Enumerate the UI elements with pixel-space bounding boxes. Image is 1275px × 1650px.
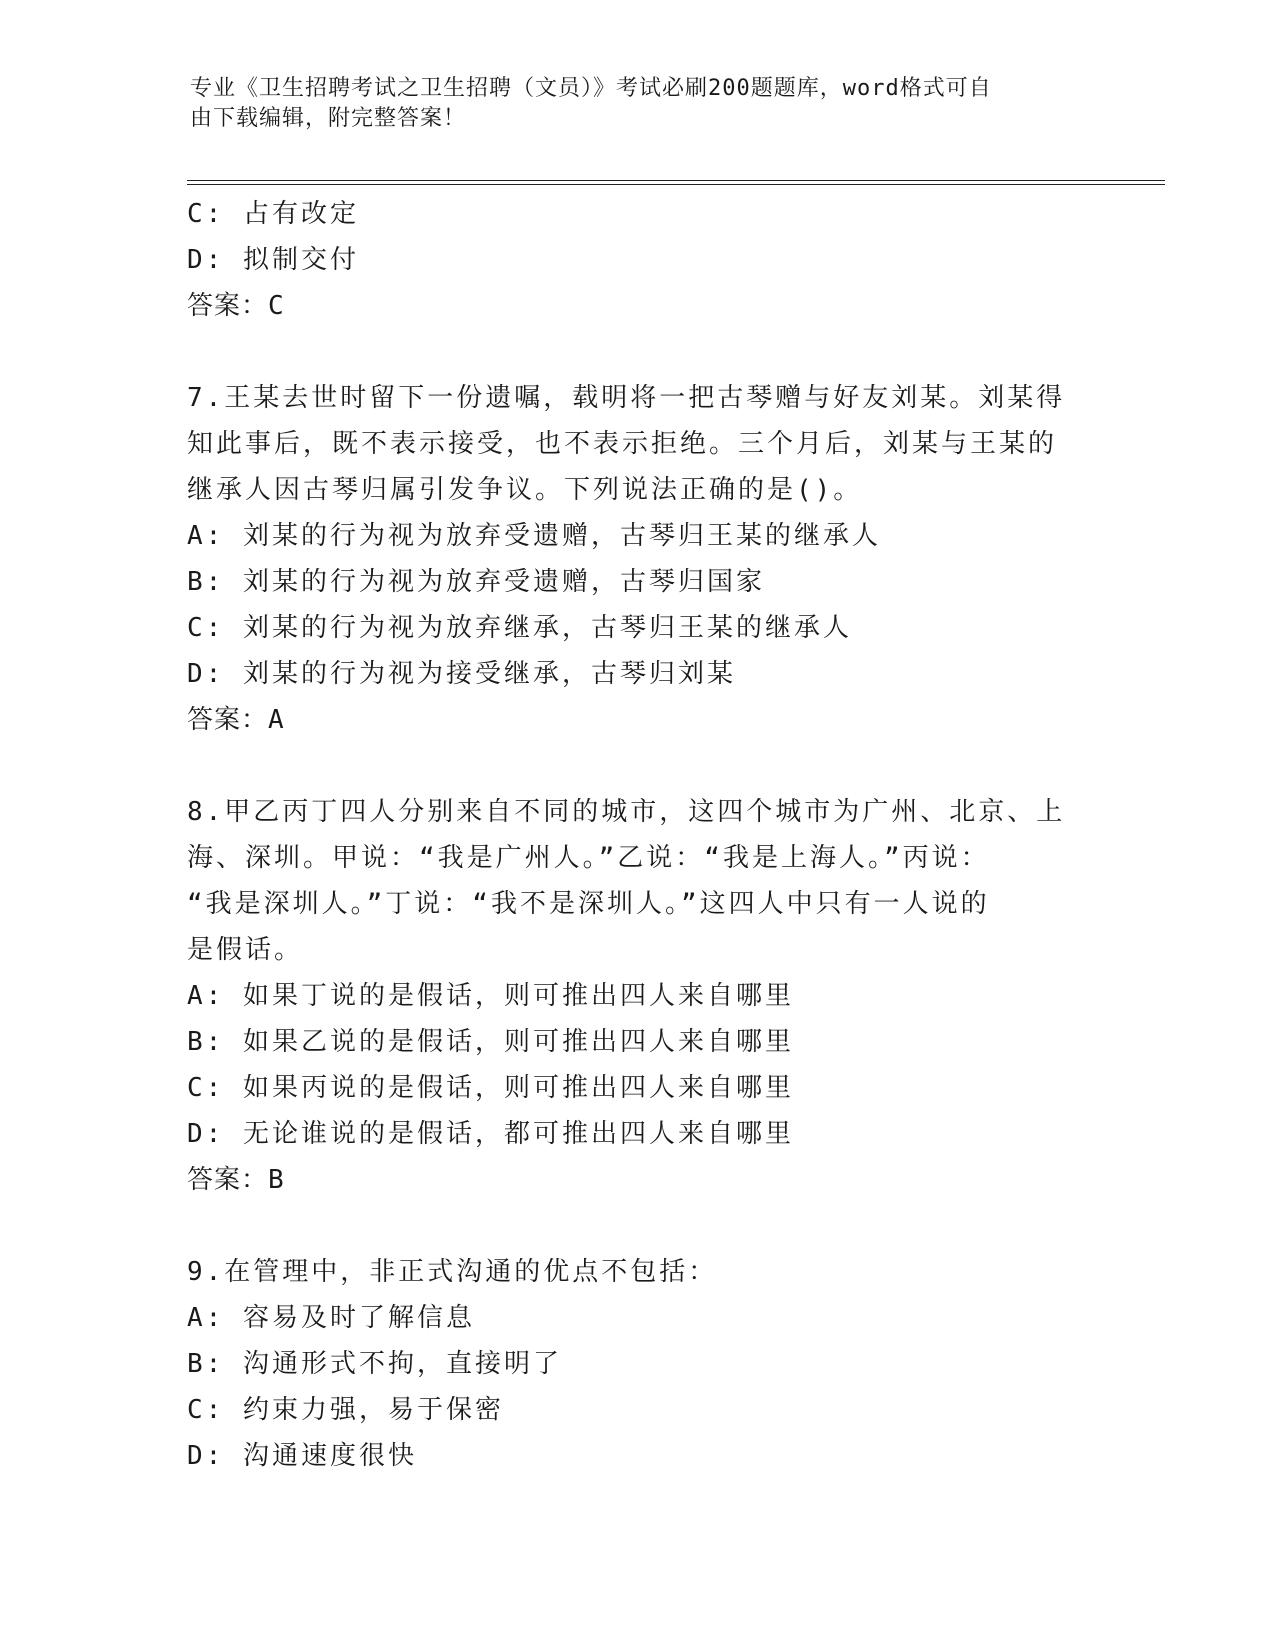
question-stem-line: 8.甲乙丙丁四人分别来自不同的城市，这四个城市为广州、北京、上 <box>187 797 1066 827</box>
previous-question-tail <box>187 191 1087 329</box>
question-stem-line: 9.在管理中，非正式沟通的优点不包括： <box>187 1257 718 1287</box>
answer-line: 答案：B <box>187 1165 285 1195</box>
document-header <box>190 74 1070 134</box>
answer-line: 答案：C <box>187 291 285 321</box>
option-c: C: 刘某的行为视为放弃继承，古琴归王某的继承人 <box>187 613 852 643</box>
question-stem-line: 是假话。 <box>187 935 304 965</box>
option-d: D: 拟制交付 <box>187 245 359 275</box>
answer-line: 答案：A <box>187 705 285 735</box>
question-stem-line: 继承人因古琴归属引发争议。下列说法正确的是()。 <box>187 475 863 505</box>
option-d: D: 沟通速度很快 <box>187 1441 417 1471</box>
option-a: A: 刘某的行为视为放弃受遗赠，古琴归王某的继承人 <box>187 521 881 551</box>
question-9 <box>187 1249 1087 1479</box>
header-line-1: 专业《卫生招聘考试之卫生招聘（文员）》考试必刷200题题库，word格式可自 <box>190 76 992 101</box>
option-b: B: 沟通形式不拘，直接明了 <box>187 1349 562 1379</box>
option-c: C: 约束力强，易于保密 <box>187 1395 504 1425</box>
question-7 <box>187 375 1087 743</box>
option-a: A: 如果丁说的是假话，则可推出四人来自哪里 <box>187 981 794 1011</box>
header-divider-bottom <box>187 184 1165 185</box>
option-b: B: 如果乙说的是假话，则可推出四人来自哪里 <box>187 1027 794 1057</box>
option-c: C: 占有改定 <box>187 199 359 229</box>
question-8 <box>187 789 1087 1203</box>
question-stem-line: 知此事后，既不表示接受，也不表示拒绝。三个月后，刘某与王某的 <box>187 429 1058 459</box>
question-stem-line: 7.王某去世时留下一份遗嘱，载明将一把古琴赠与好友刘某。刘某得 <box>187 383 1066 413</box>
option-a: A: 容易及时了解信息 <box>187 1303 475 1333</box>
question-stem-line: “我是深圳人。”丁说：“我不是深圳人。”这四人中只有一人说的 <box>187 889 990 919</box>
header-line-2: 由下载编辑，附完整答案！ <box>190 106 467 131</box>
option-d: D: 刘某的行为视为接受继承，古琴归刘某 <box>187 659 736 689</box>
question-content <box>187 191 1087 1479</box>
option-b: B: 刘某的行为视为放弃受遗赠，古琴归国家 <box>187 567 765 597</box>
header-divider-top <box>187 180 1165 181</box>
option-c: C: 如果丙说的是假话，则可推出四人来自哪里 <box>187 1073 794 1103</box>
option-d: D: 无论谁说的是假话，都可推出四人来自哪里 <box>187 1119 794 1149</box>
question-stem-line: 海、深圳。甲说：“我是广州人。”乙说：“我是上海人。”丙说： <box>187 843 990 873</box>
